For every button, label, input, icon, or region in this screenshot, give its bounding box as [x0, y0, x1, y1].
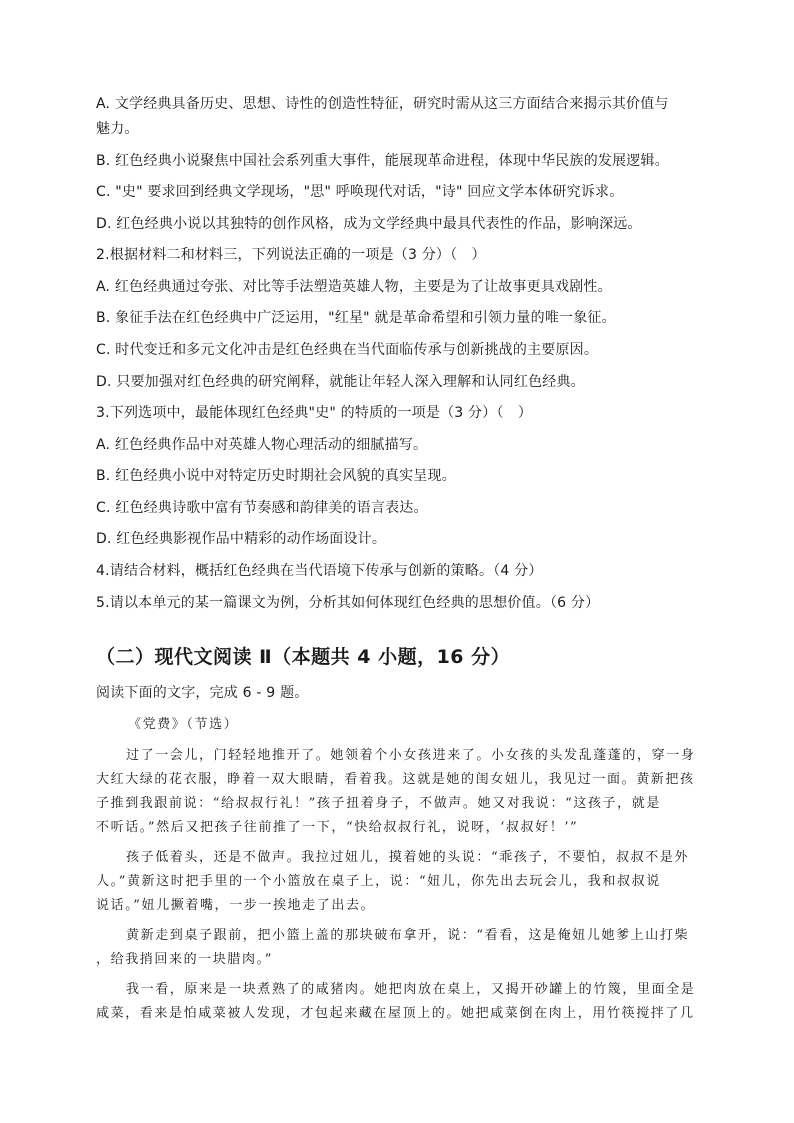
passage-p4-line1: 我一看，原来是一块煮熟了的咸猪肉。她把肉放在桌上，又揭开砂罐上的竹篾，里面全是 [126, 982, 696, 997]
q2-option-c: C. 时代变迁和多元文化冲击是红色经典在当代面临传承与创新挑战的主要原因。 [96, 342, 599, 358]
passage-p1-line2: 大红大绿的花衣服，睁着一双大眼睛，看着我。这就是她的闺女妞儿，我见过一面。黄新把孩 [96, 772, 695, 787]
q3-option-b: B. 红色经典小说中对特定历史时期社会风貌的真实呈现。 [96, 468, 456, 484]
passage-p1-line4: 不听话。”然后又把孩子往前推了一下，“快给叔叔行礼，说呀，‘叔叔好！’” [96, 820, 579, 835]
q2-option-a: A. 红色经典通过夸张、对比等手法塑造英雄人物，主要是为了让故事更具戏剧性。 [96, 279, 612, 295]
q1-option-c: C. "史" 要求回到经典文学现场，"思" 呼唤现代对话，"诗" 回应文学本体研究诉求。 [96, 184, 624, 200]
passage-p2-line2: 人。”黄新这时把手里的一个小篮放在桌子上，说：“妞儿，你先出去玩会儿，我和叔叔说 [96, 874, 661, 889]
passage-p3-line2: ，给我捎回来的一块腊肉。” [96, 952, 273, 967]
q1-option-d: D. 红色经典小说以其独特的创作风格，成为文学经典中最具代表性的作品，影响深远。 [96, 216, 642, 232]
q5-stem: 5.请以本单元的某一篇课文为例，分析其如何体现红色经典的思想价值。（6 分） [96, 595, 600, 611]
q2-stem: 2.根据材料二和材料三，下列说法正确的一项是（3 分）（ ） [96, 247, 486, 263]
q1-option-a-line1: A. 文学经典具备历史、思想、诗性的创造性特征，研究时需从这三方面结合来揭示其价值与 [96, 96, 669, 112]
passage-p1-line3: 子推到我跟前说：“给叔叔行礼！”孩子扭着身子，不做声。她又对我说：“这孩子，就是 [96, 796, 661, 811]
q3-stem: 3.下列选项中，最能体现红色经典"史" 的特质的一项是（3 分）（ ） [96, 405, 533, 421]
q3-option-a: A. 红色经典作品中对英雄人物心理活动的细腻描写。 [96, 437, 428, 453]
section-instruction: 阅读下面的文字，完成 6 - 9 题。 [96, 685, 309, 701]
q2-option-b: B. 象征手法在红色经典中广泛运用，"红星" 就是革命希望和引领力量的唯一象征。 [96, 310, 616, 326]
passage-p2-line3: 说话。”妞儿撅着嘴，一步一挨地走了出去。 [96, 898, 376, 913]
passage-p3-line1: 黄新走到桌子跟前，把小篮上盖的那块破布拿开，说：“看看，这是俺妞儿她爹上山打柴 [126, 928, 690, 943]
q4-stem: 4.请结合材料，概括红色经典在当代语境下传承与创新的策略。（4 分） [96, 563, 543, 579]
q3-option-d: D. 红色经典影视作品中精彩的动作场面设计。 [96, 531, 387, 547]
passage-p1-line1: 过了一会儿，门轻轻地推开了。她领着个小女孩进来了。小女孩的头发乱蓬蓬的，穿一身 [126, 748, 696, 763]
q1-option-b: B. 红色经典小说聚焦中国社会系列重大事件，能展现革命进程，体现中华民族的发展逻辑。 [96, 153, 669, 169]
q1-option-a-line2: 魅力。 [96, 121, 139, 137]
passage-p2-line1: 孩子低着头，还是不做声。我拉过妞儿，摸着她的头说：“乖孩子，不要怕，叔叔不是外 [126, 850, 690, 865]
passage-title: 《党费》（节选） [128, 717, 239, 732]
passage-p4-line2: 咸菜，看来是怕咸菜被人发现，才包起来藏在屋顶上的。她把咸菜倒在肉上，用竹筷搅拌了几 [96, 1006, 695, 1021]
q3-option-c: C. 红色经典诗歌中富有节奏感和韵律美的语言表达。 [96, 500, 428, 516]
q2-option-d: D. 只要加强对红色经典的研究阐释，就能让年轻人深入理解和认同红色经典。 [96, 374, 585, 390]
section-heading: （二）现代文阅读 Ⅱ（本题共 4 小题，16 分） [96, 646, 511, 668]
